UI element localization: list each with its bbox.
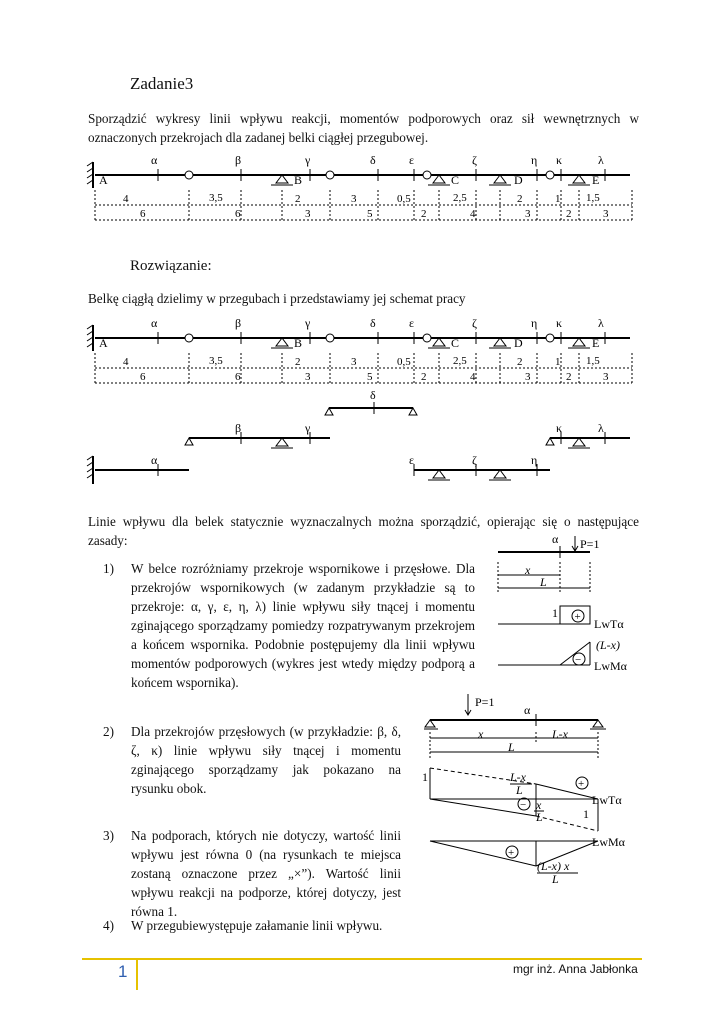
svg-text:L-x: L-x	[510, 770, 526, 784]
support-e: E	[592, 173, 600, 187]
rule-3: 3) Na podporach, których nie dotyczy, wartość linii wpływu jest równa 0 (na rysunkach te miejsca zostaną oznaczone przez „×”). Wartość linii wpływu reakcji na podporze, której dotyczy, jest równa 1.	[103, 828, 401, 919]
svg-text:2: 2	[566, 208, 572, 220]
svg-text:1: 1	[555, 356, 561, 368]
svg-text:2: 2	[566, 371, 572, 383]
svg-text:β: β	[235, 421, 242, 435]
svg-text:2: 2	[295, 356, 301, 368]
svg-text:C: C	[451, 336, 460, 350]
svg-text:LwTα: LwTα	[592, 793, 622, 807]
svg-text:A: A	[99, 336, 108, 350]
svg-text:4: 4	[123, 356, 129, 368]
svg-text:L: L	[516, 783, 523, 797]
svg-text:2: 2	[295, 193, 301, 205]
svg-text:2: 2	[517, 193, 523, 205]
svg-text:1,5: 1,5	[586, 192, 600, 204]
greek-lambda: λ	[598, 153, 604, 167]
svg-text:L: L	[508, 740, 515, 754]
greek-eta: η	[531, 153, 538, 167]
figure-span-influence-lines	[420, 688, 650, 888]
page-title: Zadanie3	[130, 74, 194, 93]
svg-text:x: x	[478, 727, 484, 741]
svg-text:3: 3	[603, 371, 609, 383]
greek-alpha: α	[151, 153, 158, 167]
svg-text:L-x: L-x	[552, 727, 568, 741]
svg-text:6: 6	[235, 371, 241, 383]
solution-heading: Rozwiązanie:	[130, 258, 212, 274]
beam-diagram-solution	[85, 313, 645, 388]
greek-delta: δ	[370, 153, 376, 167]
svg-text:P=1: P=1	[475, 695, 495, 709]
svg-text:L: L	[540, 575, 547, 589]
svg-text:P=1: P=1	[580, 537, 600, 551]
svg-text:4: 4	[470, 208, 476, 220]
greek-kappa: κ	[556, 153, 563, 167]
svg-text:η: η	[531, 453, 538, 467]
author: mgr inż. Anna Jabłonka	[513, 962, 638, 976]
svg-text:4: 4	[470, 371, 476, 383]
svg-text:3: 3	[525, 208, 531, 220]
svg-text:κ: κ	[556, 421, 563, 435]
svg-text:B: B	[294, 336, 303, 350]
svg-text:3: 3	[305, 208, 311, 220]
svg-text:α: α	[151, 453, 158, 467]
svg-text:+: +	[578, 778, 585, 790]
svg-text:2,5: 2,5	[453, 355, 467, 367]
svg-text:(L-x) x: (L-x) x	[537, 859, 570, 873]
svg-text:2: 2	[421, 208, 427, 220]
svg-text:6: 6	[140, 208, 146, 220]
svg-text:δ: δ	[370, 316, 376, 330]
greek-beta: β	[235, 153, 242, 167]
svg-text:3,5: 3,5	[209, 355, 223, 367]
footer-rule	[82, 958, 642, 960]
work-scheme	[85, 388, 645, 493]
rule-1: 1) W belce rozróżniamy przekroje wspornikowe i przęsłowe. Dla przekrojów wspornikowych (w zadanym przykładzie są to przekroje: α, γ, ε, η, λ) linie wpływu siły tnącej i momentu zginającego sporządzamy pomiedzy rozpatrywanym przekrojem a końcem wspornika. Podobnie postępujemy dla linii wpływu momentów podporowych (wykres jest wtedy między podporą a końcem wspornika).	[103, 561, 475, 690]
svg-text:2,5: 2,5	[453, 192, 467, 204]
svg-text:1: 1	[552, 606, 558, 620]
svg-text:0,5: 0,5	[397, 356, 411, 368]
svg-text:3: 3	[525, 371, 531, 383]
svg-text:3: 3	[603, 208, 609, 220]
svg-text:+: +	[574, 611, 581, 623]
svg-text:6: 6	[235, 208, 241, 220]
svg-text:3: 3	[351, 356, 357, 368]
svg-text:6: 6	[140, 371, 146, 383]
svg-text:L: L	[536, 810, 543, 824]
svg-text:5: 5	[367, 208, 373, 220]
svg-text:L: L	[552, 872, 559, 886]
support-c: C	[451, 173, 460, 187]
svg-text:η: η	[531, 316, 538, 330]
svg-text:1,5: 1,5	[586, 355, 600, 367]
svg-text:α: α	[151, 316, 158, 330]
svg-text:1: 1	[422, 770, 428, 784]
svg-text:1: 1	[555, 193, 561, 205]
svg-text:3: 3	[305, 371, 311, 383]
svg-text:ε: ε	[409, 453, 415, 467]
svg-text:x: x	[536, 798, 542, 812]
svg-text:LwMα: LwMα	[592, 835, 625, 849]
svg-text:α: α	[524, 703, 531, 717]
svg-text:3,5: 3,5	[209, 192, 223, 204]
support-a: A	[99, 173, 108, 187]
svg-text:γ: γ	[305, 316, 311, 330]
rule-2: 2) Dla przekrojów przęsłowych (w przykładzie: β, δ, ζ, κ) linie wpływu siły tnącej i momentu zginającego sporządzamy jak pokazano na rysunku obok.	[103, 724, 401, 796]
svg-text:+: +	[508, 847, 515, 859]
svg-text:x: x	[525, 563, 531, 577]
svg-text:5: 5	[367, 371, 373, 383]
svg-text:LwMα: LwMα	[594, 659, 627, 673]
footer-divider	[136, 958, 138, 990]
svg-text:LwTα: LwTα	[594, 617, 624, 631]
svg-text:α: α	[552, 532, 559, 546]
svg-text:ζ: ζ	[472, 453, 477, 467]
svg-text:ε: ε	[409, 316, 415, 330]
support-d: D	[514, 173, 523, 187]
svg-text:4: 4	[123, 193, 129, 205]
svg-text:ζ: ζ	[472, 316, 477, 330]
rules-intro: Linie wpływu dla belek statycznie wyznaczalnych można sporządzić, opierając się o następujące zasady:	[88, 514, 639, 548]
svg-text:λ: λ	[598, 421, 604, 435]
page-number: 1	[118, 962, 128, 981]
support-b: B	[294, 173, 303, 187]
svg-text:2: 2	[517, 356, 523, 368]
svg-text:0,5: 0,5	[397, 193, 411, 205]
svg-text:λ: λ	[598, 316, 604, 330]
rule-4: 4) W przegubiewystępuje załamanie linii wpływu.	[103, 918, 383, 933]
svg-text:1: 1	[583, 807, 589, 821]
task-text: Sporządzić wykresy linii wpływu reakcji, momentów podporowych oraz sił wewnętrznych w oznaczonych przekrojach dla zadanej belki ciągłej przegubowej.	[88, 111, 639, 145]
svg-text:D: D	[514, 336, 523, 350]
svg-text:E: E	[592, 336, 600, 350]
svg-text:δ: δ	[370, 388, 376, 402]
greek-gamma: γ	[305, 153, 311, 167]
greek-zeta: ζ	[472, 153, 477, 167]
svg-text:3: 3	[351, 193, 357, 205]
svg-text:β: β	[235, 316, 242, 330]
figure-cantilever-influence-lines	[490, 530, 650, 680]
svg-text:γ: γ	[305, 421, 311, 435]
svg-text:(L-x): (L-x)	[596, 638, 620, 652]
svg-text:κ: κ	[556, 316, 563, 330]
beam-diagram-task	[85, 150, 645, 225]
svg-text:−: −	[575, 654, 582, 666]
greek-epsilon: ε	[409, 153, 415, 167]
solution-intro: Belkę ciągłą dzielimy w przegubach i przedstawiamy jej schemat pracy	[88, 291, 466, 306]
svg-text:2: 2	[421, 371, 427, 383]
svg-text:−: −	[520, 799, 527, 811]
